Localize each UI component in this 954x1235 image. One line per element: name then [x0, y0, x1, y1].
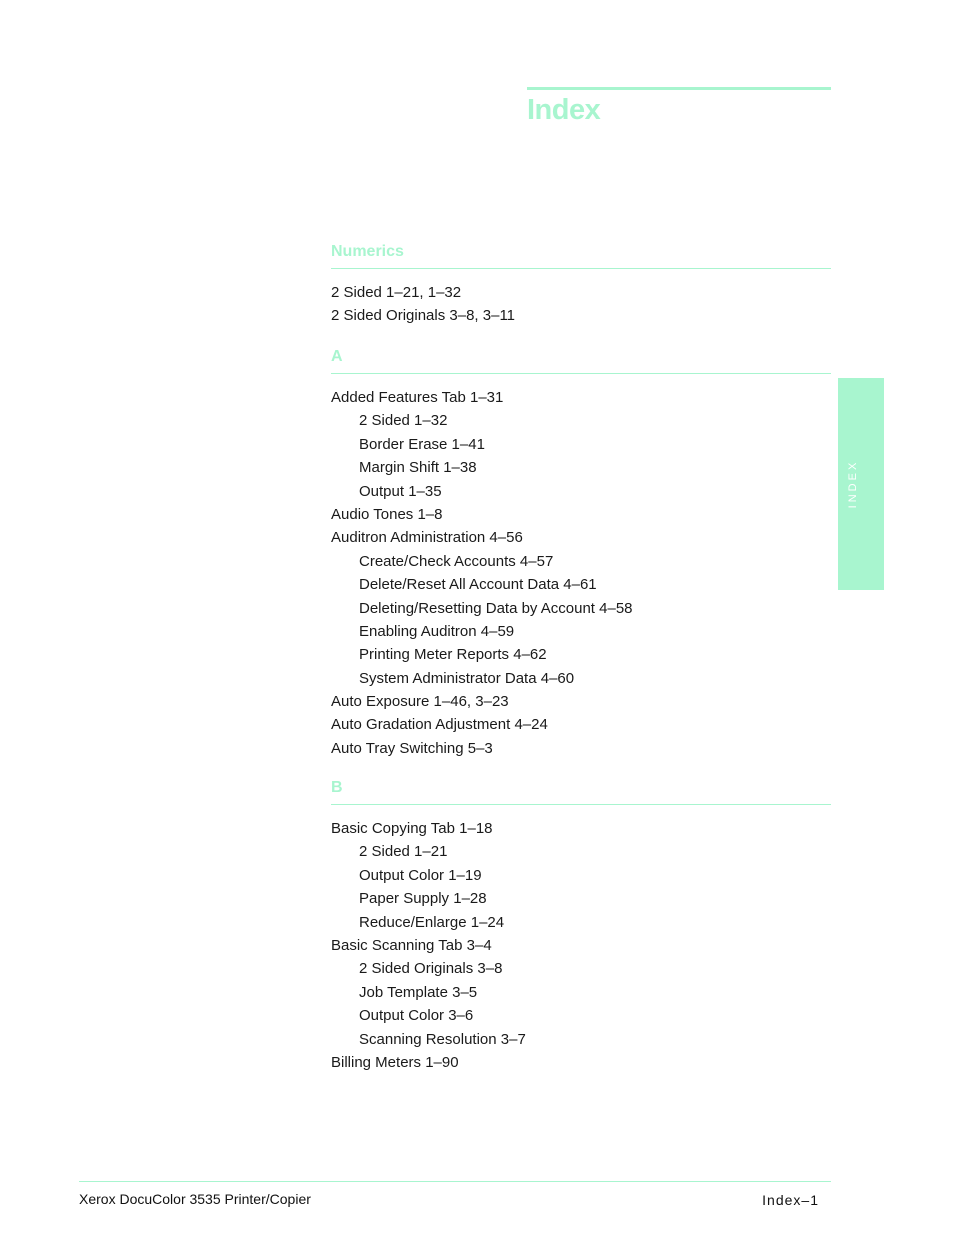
entry-list	[331, 817, 831, 1074]
index-subentry: System Administrator Data 4–60	[359, 669, 575, 687]
index-entry: Audio Tones 1–8	[331, 505, 443, 523]
index-entry: Added Features Tab 1–31	[331, 389, 504, 406]
footer-product-name: Xerox DocuColor 3535 Printer/Copier	[79, 1191, 311, 1207]
section-a	[331, 349, 831, 760]
index-subentry: Output Color 3–6	[359, 1007, 474, 1025]
index-subentry: Border Erase 1–41	[359, 435, 485, 453]
index-subentry: Output Color 1–19	[359, 866, 482, 884]
section-heading: Numerics	[331, 244, 831, 269]
index-entry: Billing Meters 1–90	[331, 1053, 459, 1071]
entry-list	[331, 281, 831, 328]
index-subentry: Margin Shift 1–38	[359, 459, 477, 477]
index-entry: Auditron Administration 4–56	[331, 529, 523, 547]
footer-page-number: Index–1	[762, 1192, 819, 1208]
index-subentry: Enabling Auditron 4–59	[359, 622, 515, 640]
index-subentry: Paper Supply 1–28	[359, 890, 487, 908]
index-subentry: 2 Sided Originals 3–8	[359, 960, 503, 978]
index-subentry: Scanning Resolution 3–7	[359, 1030, 526, 1048]
index-subentry: Deleting/Resetting Data by Account 4–58	[359, 599, 633, 617]
index-entry: Auto Tray Switching 5–3	[331, 739, 493, 757]
index-subentry: 2 Sided 1–32	[359, 412, 448, 430]
index-subentry: Delete/Reset All Account Data 4–61	[359, 576, 597, 594]
index-entry: Auto Exposure 1–46, 3–23	[331, 693, 509, 711]
index-subentry: Job Template 3–5	[359, 983, 478, 1001]
index-subentry: Create/Check Accounts 4–57	[359, 552, 554, 570]
side-tab	[838, 378, 884, 590]
index-subentry: 2 Sided 1–21	[359, 843, 448, 861]
index-entry: Basic Copying Tab 1–18	[331, 820, 493, 837]
footer-rule	[79, 1181, 831, 1182]
side-tab-label: INDEX	[847, 459, 859, 509]
index-subentry: Output 1–35	[359, 482, 442, 500]
index-entry: 2 Sided Originals 3–8, 3–11	[331, 307, 516, 325]
section-numerics	[331, 244, 831, 328]
index-entry: 2 Sided 1–21, 1–32	[331, 284, 462, 301]
index-entry: Basic Scanning Tab 3–4	[331, 936, 492, 954]
section-b	[331, 780, 831, 1074]
page-title: Index	[527, 94, 601, 126]
index-entry: Auto Gradation Adjustment 4–24	[331, 716, 548, 734]
index-subentry: Printing Meter Reports 4–62	[359, 646, 547, 664]
section-heading: B	[331, 780, 831, 805]
entry-list	[331, 386, 831, 760]
index-subentry: Reduce/Enlarge 1–24	[359, 913, 505, 931]
title-rule	[527, 87, 831, 90]
section-heading: A	[331, 349, 831, 374]
